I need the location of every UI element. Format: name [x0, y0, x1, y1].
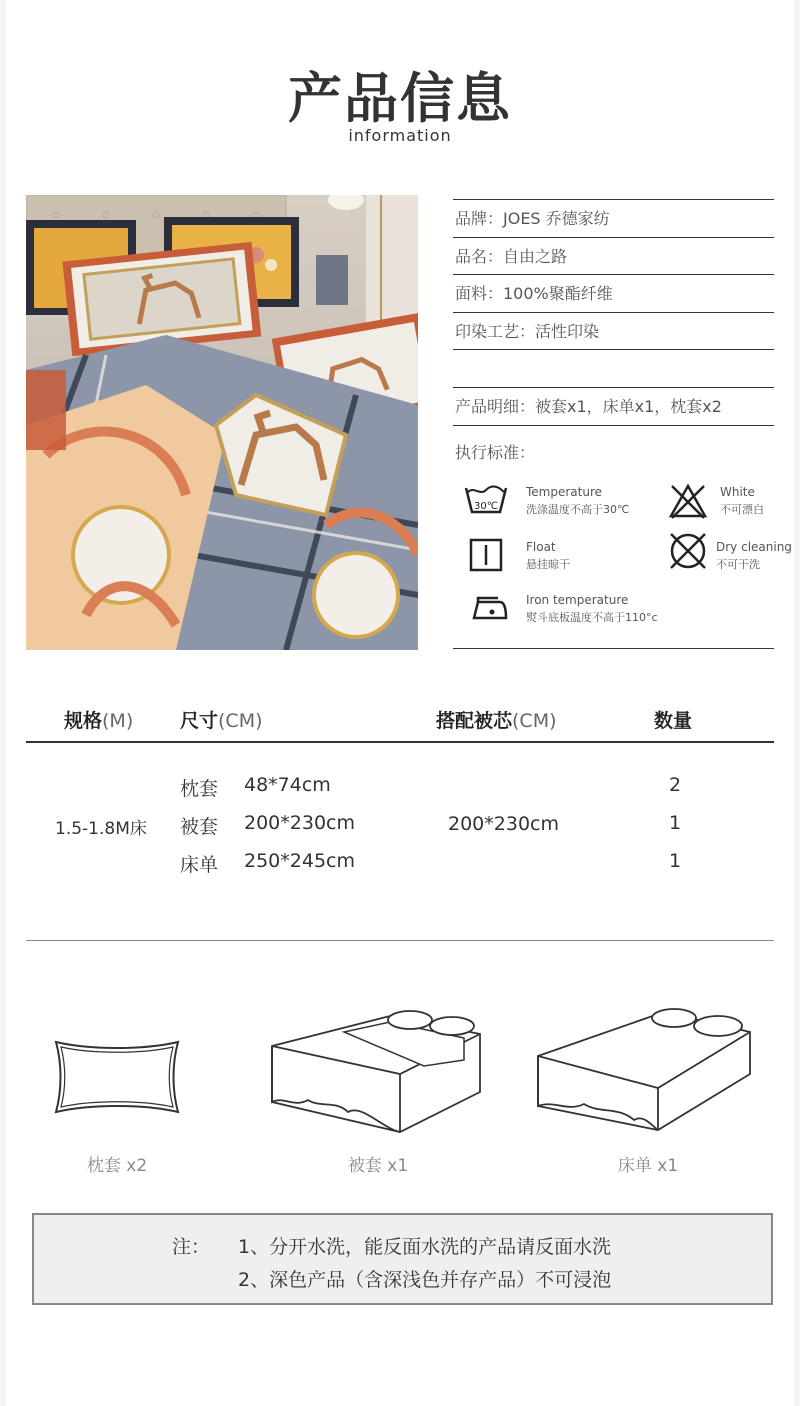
table-row-qty: 2 [669, 774, 682, 796]
care-label-en: White [720, 485, 755, 499]
no-bleach-icon [668, 482, 708, 522]
care-label-cn: 不可漂白 [720, 503, 764, 516]
note-line-1: 1、分开水洗，能反面水洗的产品请反面水洗 [238, 1236, 612, 1258]
table-row-item: 被套 [180, 816, 219, 838]
care-float [468, 537, 668, 577]
care-label-cn: 熨斗底板温度不高于110°c [526, 611, 658, 624]
note-line-2: 2、深色产品（含深浅色并存产品）不可浸泡 [238, 1269, 612, 1291]
pillowcase-icon [50, 1036, 184, 1118]
table-spec: 1.5-1.8M床 [55, 819, 147, 839]
care-iron [470, 590, 670, 630]
info-printing: 印染工艺：活性印染 [453, 312, 774, 350]
care-label-cn: 洗涤温度不高于30℃ [526, 503, 630, 516]
page-title: 产品信息 [288, 67, 512, 130]
col-header-qty: 数量 [654, 710, 693, 732]
table-row-size: 200*230cm [244, 812, 355, 834]
note-prefix: 注： [172, 1236, 211, 1258]
bed-sheet-icon [534, 1004, 756, 1140]
info-name: 品名：自由之路 [453, 237, 774, 275]
info-details: 产品明细：被套x1，床单x1，枕套x2 [453, 387, 774, 425]
care-label-en: Temperature [526, 485, 603, 499]
iron-icon [470, 590, 510, 626]
col-header-size: 尺寸(CM) [180, 710, 263, 732]
svg-text:30℃: 30℃ [474, 501, 498, 512]
washing-note [32, 1213, 773, 1305]
page [6, 0, 794, 1406]
col-header-core: 搭配被芯(CM) [436, 710, 557, 732]
table-row-qty: 1 [669, 850, 682, 872]
care-dry-cleaning [668, 531, 800, 571]
table-row-item: 床单 [180, 854, 219, 876]
info-brand: 品牌：JOES 乔德家纺 [453, 199, 774, 237]
table-row-qty: 1 [669, 812, 682, 834]
care-label-cn: 悬挂晾干 [526, 558, 570, 571]
care-temperature [464, 482, 664, 522]
product-label-bed-sheet: 床单 x1 [617, 1156, 679, 1176]
care-label-cn: 不可干洗 [716, 558, 760, 571]
table-row-size: 48*74cm [244, 774, 331, 796]
care-label-en: Dry cleaning [716, 540, 792, 554]
page-subtitle: information [348, 126, 452, 145]
product-label-duvet-cover: 被套 x1 [347, 1156, 409, 1176]
care-label-en: Iron temperature [526, 593, 629, 607]
table-header-divider [26, 741, 774, 743]
care-label-en: Float [526, 540, 556, 554]
care-bleach [668, 482, 800, 522]
wash-30-icon [464, 482, 508, 522]
info-bottom-divider [453, 648, 774, 649]
product-info [453, 199, 774, 463]
table-bottom-divider [26, 940, 774, 941]
no-dry-clean-icon [668, 531, 708, 571]
col-header-spec: 规格(M) [64, 710, 134, 732]
hang-dry-icon [468, 537, 504, 573]
table-core-size: 200*230cm [448, 813, 559, 835]
info-spacer [453, 349, 774, 387]
info-standard: 执行标准： [455, 442, 536, 462]
duvet-cover-icon [264, 1004, 486, 1140]
table-row-size: 250*245cm [244, 850, 355, 872]
product-label-pillowcase: 枕套 x2 [86, 1156, 148, 1176]
product-photo [26, 195, 418, 650]
info-fabric: 面料：100%聚酯纤维 [453, 274, 774, 312]
table-row-item: 枕套 [180, 778, 219, 800]
